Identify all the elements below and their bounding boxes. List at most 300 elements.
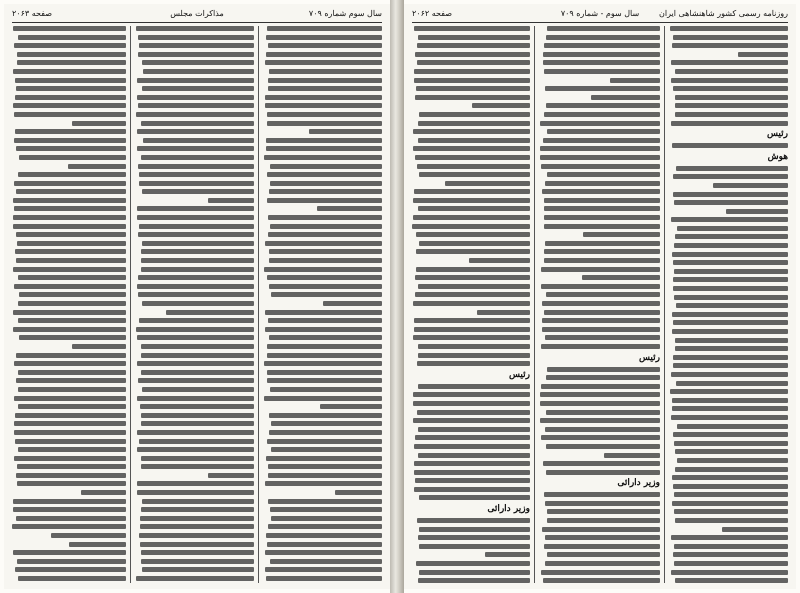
text-line [738, 52, 788, 57]
text-line [674, 243, 788, 248]
text-line [674, 200, 788, 205]
text-line [17, 241, 126, 246]
text-line [415, 275, 530, 280]
text-line [139, 224, 254, 229]
text-line [675, 346, 788, 351]
text-line [141, 370, 254, 375]
text-line [674, 492, 788, 497]
text-line [677, 226, 788, 231]
text-line [143, 69, 254, 74]
text-line [672, 501, 788, 506]
text-line [670, 26, 788, 31]
text-line [269, 284, 382, 289]
text-line [266, 533, 382, 538]
text-line [13, 507, 126, 512]
text-line [13, 103, 126, 108]
text-line [546, 375, 660, 380]
text-line [264, 155, 382, 160]
text-line [13, 215, 126, 220]
text-line [547, 367, 660, 372]
text-line [13, 198, 126, 203]
text-line [15, 413, 126, 418]
text-line [546, 444, 660, 449]
right-column-1 [670, 26, 788, 583]
text-line [19, 335, 126, 340]
text-line [419, 172, 530, 177]
text-line [416, 232, 530, 237]
text-line [141, 550, 254, 555]
text-line [143, 138, 254, 143]
right-page-header [412, 8, 788, 23]
right-column-3 [412, 26, 530, 583]
text-line [445, 181, 530, 186]
text-line [142, 86, 254, 91]
text-line [413, 215, 530, 220]
text-line [415, 95, 530, 100]
text-line [137, 78, 254, 83]
text-line [267, 378, 382, 383]
text-line [418, 35, 530, 40]
text-line [268, 464, 382, 469]
text-line [266, 456, 382, 461]
text-line [14, 138, 126, 143]
text-line [545, 335, 660, 340]
text-line [414, 487, 530, 492]
text-line [13, 550, 127, 555]
speaker-heading: رئیس [508, 369, 530, 380]
text-line [414, 189, 530, 194]
text-line [674, 544, 788, 549]
text-line [265, 310, 382, 315]
text-line [137, 430, 254, 435]
left-session-label: سال سوم‌ شماره ۷۰۹ [308, 9, 382, 18]
text-line [141, 464, 254, 469]
text-line [16, 189, 126, 194]
text-line [15, 95, 126, 100]
text-line [672, 143, 788, 148]
text-line [544, 198, 660, 203]
text-line [413, 301, 531, 306]
text-line [136, 327, 254, 332]
text-line [269, 430, 382, 435]
text-line [267, 344, 382, 349]
text-line [416, 86, 531, 91]
text-line [675, 69, 788, 74]
text-line [323, 301, 382, 306]
text-line [266, 35, 382, 40]
text-line [546, 410, 660, 415]
text-line [18, 318, 126, 323]
text-line [546, 470, 660, 475]
speaker-heading: رئیس [638, 352, 660, 363]
text-line [269, 413, 382, 418]
text-line [673, 86, 788, 91]
text-line [138, 52, 254, 57]
text-line [413, 401, 530, 406]
text-line [13, 499, 126, 504]
text-line [18, 576, 126, 581]
text-line [671, 60, 788, 65]
text-line [267, 275, 382, 280]
speaker-heading: رئیس [766, 129, 788, 140]
text-line [137, 361, 254, 366]
text-line [676, 303, 788, 308]
text-line [139, 533, 254, 538]
text-line [547, 129, 660, 134]
text-line [137, 396, 254, 401]
left-column-1 [264, 26, 382, 583]
text-line [141, 456, 254, 461]
text-line [137, 490, 254, 495]
text-line [419, 570, 530, 575]
text-line [675, 338, 788, 343]
text-line [673, 35, 788, 40]
text-line [419, 544, 531, 549]
text-line [18, 404, 126, 409]
left-column-2 [136, 26, 254, 583]
text-line [672, 312, 788, 317]
text-line [141, 258, 254, 263]
text-line [265, 103, 382, 108]
text-line [265, 327, 382, 332]
text-line [138, 292, 254, 297]
text-line [16, 473, 126, 478]
column-rule [664, 26, 665, 583]
text-line [544, 249, 660, 254]
text-line [268, 318, 382, 323]
text-line [675, 95, 788, 100]
text-line [142, 60, 254, 65]
text-line [546, 292, 660, 297]
text-line [673, 484, 788, 489]
text-line [477, 310, 530, 315]
text-line [270, 387, 382, 392]
text-line [418, 535, 530, 540]
text-line [137, 335, 254, 340]
text-line [414, 78, 530, 83]
text-line [414, 318, 530, 323]
text-line [13, 69, 126, 74]
text-line [673, 432, 788, 437]
text-line [414, 26, 530, 31]
text-line [68, 164, 126, 169]
text-line [264, 267, 382, 272]
text-line [141, 559, 254, 564]
text-line [419, 241, 530, 246]
text-line [271, 292, 382, 297]
text-line [271, 421, 382, 426]
text-line [16, 86, 126, 91]
text-line [676, 166, 788, 171]
text-line [14, 112, 126, 117]
text-line [17, 559, 126, 564]
text-line [14, 456, 126, 461]
text-line [267, 26, 382, 31]
text-line [413, 198, 530, 203]
text-line [12, 524, 126, 529]
text-line [18, 172, 126, 177]
text-line [266, 138, 382, 143]
text-line [139, 318, 254, 323]
left-page-columns [12, 26, 382, 583]
text-line [416, 267, 530, 272]
speaker-heading: وزیر دارائی [487, 504, 530, 515]
text-line [141, 507, 254, 512]
text-line [672, 252, 788, 257]
text-line [267, 353, 382, 358]
text-line [416, 249, 530, 254]
text-line [268, 524, 382, 529]
text-line [674, 269, 788, 274]
text-line [264, 396, 382, 401]
text-line [335, 490, 382, 495]
text-line [268, 499, 382, 504]
text-line [16, 378, 126, 383]
text-line [542, 318, 660, 323]
text-line [166, 310, 254, 315]
text-line [673, 192, 788, 197]
text-line [17, 464, 126, 469]
text-line [269, 69, 382, 74]
text-line [140, 516, 254, 521]
text-line [18, 275, 126, 280]
text-line [413, 146, 530, 151]
text-line [51, 533, 126, 538]
text-line [14, 421, 126, 426]
text-line [543, 60, 660, 65]
text-line [267, 370, 382, 375]
text-line [13, 267, 126, 272]
text-line [469, 258, 530, 263]
text-line [540, 401, 660, 406]
text-line [15, 439, 126, 444]
text-line [414, 470, 530, 475]
text-line [142, 189, 254, 194]
text-line [540, 392, 660, 397]
text-line [417, 410, 530, 415]
text-line [139, 172, 254, 177]
column-rule [534, 26, 535, 583]
text-line [137, 284, 254, 289]
text-line [545, 86, 660, 91]
text-line [417, 361, 530, 366]
text-line [675, 103, 788, 108]
text-line [415, 52, 530, 57]
text-line [19, 292, 126, 297]
text-line [418, 344, 530, 349]
text-line [675, 234, 788, 239]
text-line [19, 155, 126, 160]
text-line [671, 372, 788, 377]
text-line [265, 481, 382, 486]
text-line [547, 552, 660, 557]
text-line [137, 447, 254, 452]
text-line [137, 95, 254, 100]
text-line [13, 26, 126, 31]
text-line [72, 344, 126, 349]
text-line [18, 387, 126, 392]
text-line [547, 518, 660, 523]
text-line [18, 370, 126, 375]
text-line [267, 439, 382, 444]
text-line [81, 490, 126, 495]
text-line [545, 427, 660, 432]
text-line [547, 172, 660, 177]
text-line [544, 112, 660, 117]
text-line [419, 112, 530, 117]
text-line [547, 26, 660, 31]
text-line [137, 146, 254, 151]
text-line [672, 398, 788, 403]
text-line [269, 258, 382, 263]
text-line [673, 174, 788, 179]
text-line [671, 535, 788, 540]
text-line [671, 78, 788, 83]
text-line [413, 418, 530, 423]
text-line [541, 344, 660, 349]
text-line [13, 327, 126, 332]
text-line [418, 427, 530, 432]
text-line [16, 353, 126, 358]
text-line [545, 561, 660, 566]
text-line [141, 121, 254, 126]
text-line [542, 527, 660, 532]
text-line [208, 198, 254, 203]
text-line [267, 198, 382, 203]
text-line [546, 103, 660, 108]
text-line [604, 453, 660, 458]
text-line [544, 215, 660, 220]
text-line [142, 499, 254, 504]
text-line [266, 146, 382, 151]
text-line [672, 406, 788, 411]
text-line [542, 189, 660, 194]
text-line [419, 527, 530, 532]
text-line [674, 509, 788, 514]
text-line [265, 60, 382, 65]
left-page [4, 4, 390, 589]
text-line [415, 292, 530, 297]
text-line [414, 327, 530, 332]
text-line [544, 206, 660, 211]
text-line [140, 542, 254, 547]
text-line [16, 146, 126, 151]
text-line [270, 164, 382, 169]
text-line [541, 384, 660, 389]
text-line [673, 363, 788, 368]
text-line [270, 181, 382, 186]
text-line [265, 567, 382, 572]
text-line [544, 69, 660, 74]
text-line [268, 86, 382, 91]
text-line [268, 78, 382, 83]
text-line [13, 224, 126, 229]
text-line [543, 461, 660, 466]
text-line [136, 26, 254, 31]
text-line [17, 481, 126, 486]
text-line [540, 121, 660, 126]
text-line [413, 335, 530, 340]
text-line [544, 43, 660, 48]
text-line [418, 578, 530, 583]
left-page-header [12, 8, 382, 23]
text-line [14, 361, 126, 366]
text-line [418, 384, 530, 389]
text-line [673, 286, 788, 291]
text-line [672, 43, 788, 48]
text-line [15, 129, 126, 134]
text-line [13, 310, 126, 315]
text-line [309, 129, 382, 134]
text-line [675, 467, 788, 472]
text-line [320, 404, 382, 409]
right-journal-title: روزنامه رسمی کشور شاهنشاهی ایران [659, 9, 788, 18]
text-line [541, 570, 660, 575]
text-line [417, 518, 530, 523]
text-line [138, 378, 254, 383]
text-line [16, 232, 126, 237]
text-line [417, 60, 530, 65]
text-line [418, 206, 530, 211]
text-line [15, 567, 126, 572]
text-line [545, 181, 660, 186]
text-line [610, 78, 660, 83]
text-line [268, 232, 382, 237]
text-line [413, 129, 530, 134]
text-line [414, 444, 530, 449]
text-line [543, 578, 660, 583]
text-line [136, 576, 254, 581]
text-line [269, 249, 382, 254]
text-line [543, 138, 660, 143]
text-line [140, 404, 254, 409]
text-line [418, 453, 530, 458]
text-line [14, 396, 126, 401]
text-line [418, 138, 530, 143]
text-line [270, 224, 382, 229]
text-line [583, 232, 660, 237]
text-line [541, 267, 660, 272]
text-line [673, 355, 788, 360]
text-line [722, 527, 788, 532]
page-gutter [390, 0, 404, 593]
text-line [16, 516, 126, 521]
text-line [139, 439, 254, 444]
text-line [137, 481, 254, 486]
text-line [414, 461, 530, 466]
text-line [141, 353, 254, 358]
text-line [270, 559, 382, 564]
text-line [542, 301, 660, 306]
column-rule [258, 26, 259, 583]
text-line [141, 421, 254, 426]
text-line [271, 447, 382, 452]
text-line [485, 552, 530, 557]
text-line [671, 121, 788, 126]
text-line [671, 217, 788, 222]
text-line [142, 567, 254, 572]
text-line [417, 43, 530, 48]
text-line [418, 121, 530, 126]
speaker-heading: هوش [767, 151, 788, 162]
text-line [543, 52, 660, 57]
text-line [414, 69, 530, 74]
text-line [138, 232, 254, 237]
text-line [713, 183, 788, 188]
text-line [540, 155, 660, 160]
text-line [544, 310, 660, 315]
text-line [267, 121, 382, 126]
